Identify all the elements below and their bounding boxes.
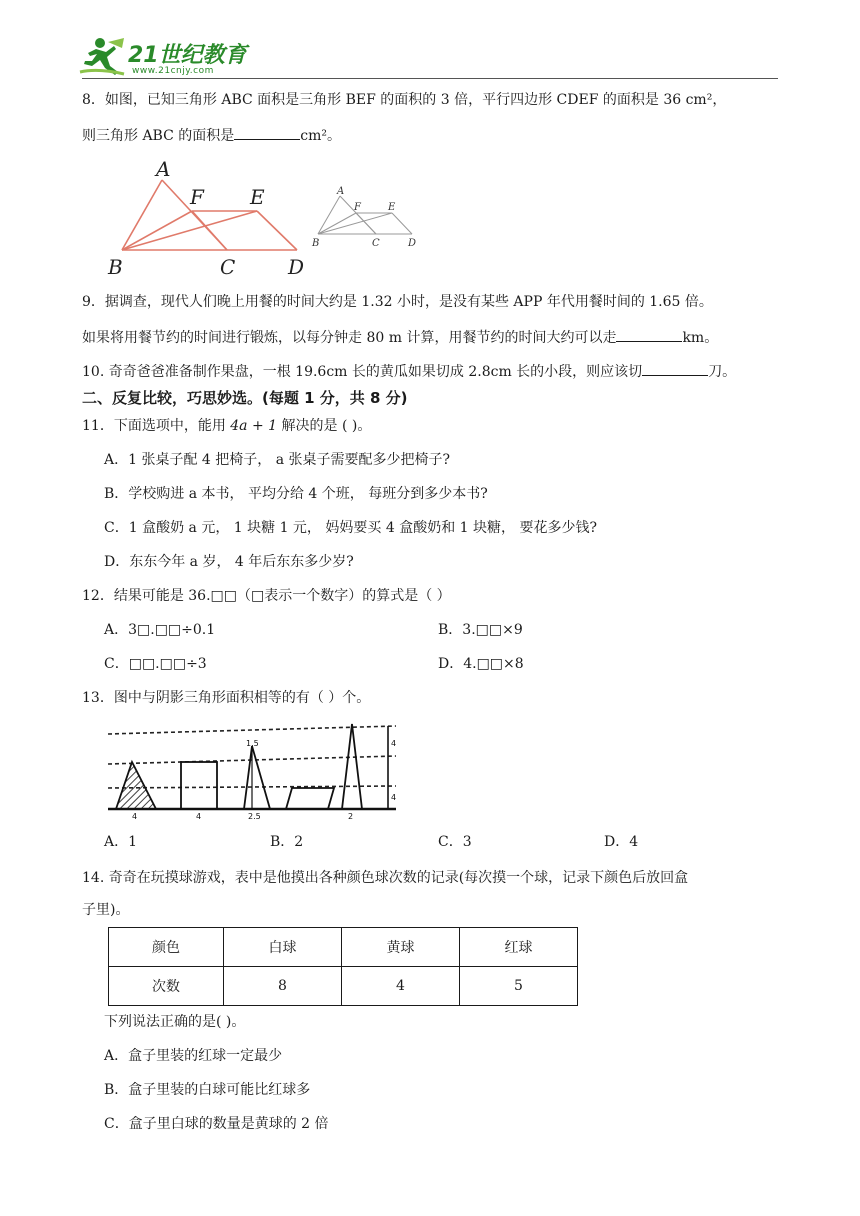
logo-title: 21世纪教育: [128, 43, 247, 68]
q10-line: 10. 奇奇爸爸准备制作果盘，一根 19.6cm 长的黄瓜如果切成 2.8cm 长的小段，则应该切 刀。: [82, 360, 736, 382]
q8-small-label-a: A: [337, 186, 345, 197]
q13-option-d[interactable]: D．4: [604, 834, 639, 850]
q13-option-a[interactable]: A．1: [104, 834, 138, 850]
q14-stem-line1: 14. 奇奇在玩摸球游戏，表中是他摸出各种颜色球次数的记录(每次摸一个球，记录下颜色后放回盒: [82, 870, 689, 886]
table-cell: 8: [224, 967, 342, 1006]
q8-small-label-b: B: [312, 238, 320, 249]
q8-figure-small: [308, 184, 418, 250]
q10-answer-blank[interactable]: [642, 360, 708, 376]
q8-figure-large: [102, 160, 312, 280]
table-header-cell: 白球: [224, 928, 342, 967]
q8-label-d: D: [288, 255, 305, 279]
q8-label-b: B: [108, 255, 123, 279]
q12-option-b[interactable]: B．3.□□×9: [438, 622, 523, 638]
q12-option-c[interactable]: C．□□.□□÷3: [104, 656, 207, 672]
table-header-cell: 黄球: [342, 928, 460, 967]
runner-logo-icon: [78, 36, 128, 78]
table-row: [109, 928, 578, 967]
q13-option-b[interactable]: B．2: [270, 834, 304, 850]
q8-line2: 则三角形 ABC 的面积是 cm²。: [82, 124, 341, 146]
logo-url: www.21cnjy.com: [132, 66, 214, 76]
q11-expression: 4a + 1: [230, 418, 278, 434]
q11-option-d[interactable]: D．东东今年 a 岁， 4 年后东东多少岁?: [104, 554, 354, 570]
q11-stem: 11．下面选项中，能用 4a + 1 解决的是 ( )。: [82, 418, 372, 434]
q8-small-label-f: F: [354, 202, 361, 213]
q9-line2: 如果将用餐节约的时间进行锻炼，以每分钟走 80 m 计算，用餐节约的时间大约可以走 km。: [82, 326, 718, 348]
q13-label-height-1: 4: [391, 739, 397, 748]
q12-option-d[interactable]: D．4.□□×8: [438, 656, 524, 672]
q8-small-label-c: C: [372, 238, 380, 249]
header-rule: [82, 78, 778, 79]
q11-option-b[interactable]: B．学校购进 a 本书， 平均分给 4 个班， 每班分到多少本书?: [104, 486, 488, 502]
q11-option-c[interactable]: C．1 盒酸奶 a 元， 1 块糖 1 元， 妈妈要买 4 盒酸奶和 1 块糖， 要花多少钱?: [104, 520, 597, 536]
q11-option-a[interactable]: A．1 张桌子配 4 把椅子， a 张桌子需要配多少把椅子?: [104, 452, 451, 468]
q14-prompt: 下列说法正确的是( )。: [104, 1014, 246, 1030]
q8-line1: 8．如图，已知三角形 ABC 面积是三角形 BEF 的面积的 3 倍，平行四边形 CDEF 的面积是 36 cm²，: [82, 92, 727, 108]
q9-line1: 9．据调查，现代人们晚上用餐的时间大约是 1.32 小时，是没有某些 APP 年代用餐时间的 1.65 倍。: [82, 294, 713, 310]
q12-stem: 12．结果可能是 36.□□（□表示一个数字）的算式是（ ）: [82, 588, 451, 604]
q9-answer-blank[interactable]: [616, 326, 682, 342]
q14-stem-line2: 子里)。: [82, 902, 130, 918]
q13-figure: [106, 716, 406, 820]
q13-label-height-2: 4: [391, 793, 397, 802]
q14-record-table: [108, 927, 578, 1006]
q13-label-base-1: 4: [132, 812, 138, 820]
section-2-title: 二、反复比较，巧思妙选。(每题 1 分，共 8 分): [82, 389, 408, 407]
q13-option-c[interactable]: C．3: [438, 834, 472, 850]
table-header-cell: 红球: [460, 928, 578, 967]
q13-label-base-4: 2: [348, 812, 354, 820]
q8-small-label-d: D: [408, 238, 417, 249]
table-cell: 5: [460, 967, 578, 1006]
q13-label-base-2: 4: [196, 812, 202, 820]
q12-option-a[interactable]: A．3□.□□÷0.1: [104, 622, 216, 638]
q14-option-a[interactable]: A．盒子里装的红球一定最少: [104, 1048, 283, 1064]
header-logo: [78, 36, 258, 80]
q13-label-base-3: 2.5: [248, 812, 261, 820]
table-row: [109, 967, 578, 1006]
q8-label-e: E: [250, 185, 265, 209]
q8-label-c: C: [220, 255, 236, 279]
q13-stem: 13．图中与阴影三角形面积相等的有（ ）个。: [82, 690, 371, 706]
q8-label-f: F: [190, 185, 204, 209]
q13-label-top: 1.5: [246, 739, 259, 748]
table-cell: 次数: [109, 967, 224, 1006]
q8-small-label-e: E: [388, 202, 396, 213]
table-header-cell: 颜色: [109, 928, 224, 967]
q14-option-b[interactable]: B．盒子里装的白球可能比红球多: [104, 1082, 311, 1098]
table-cell: 4: [342, 967, 460, 1006]
q8-label-a: A: [156, 160, 171, 181]
q14-option-c[interactable]: C．盒子里白球的数量是黄球的 2 倍: [104, 1116, 329, 1132]
q8-answer-blank[interactable]: [234, 124, 300, 140]
